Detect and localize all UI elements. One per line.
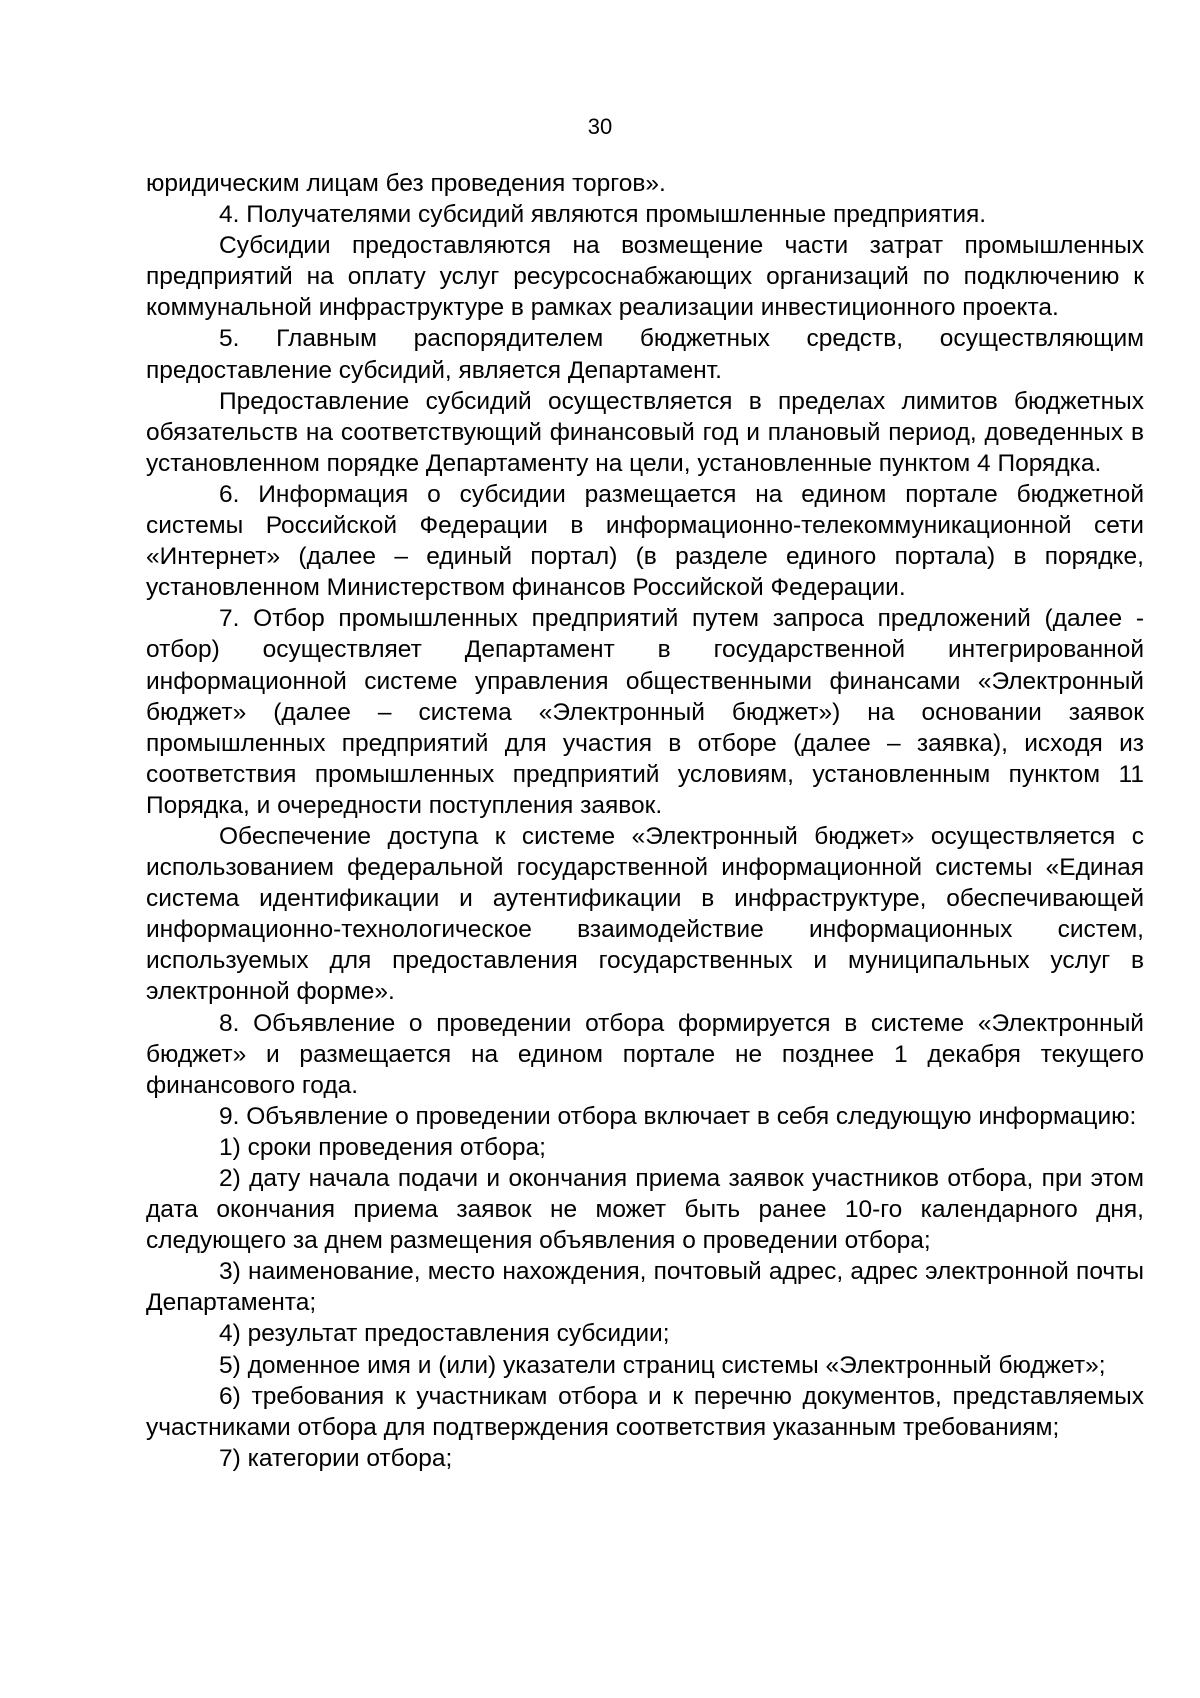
list-item: 3) наименование, место нахождения, почтовый адрес, адрес электронной почты Департамента; bbox=[146, 1258, 1144, 1317]
list-item: 5) доменное имя и (или) указатели страниц системы «Электронный бюджет»; bbox=[219, 1351, 1106, 1379]
list-item: 7) категории отбора; bbox=[219, 1444, 453, 1472]
paragraph: Обеспечение доступа к системе «Электронный бюджет» осуществляется с использованием федеральной государственной информационной системы «Единая система идентификации и аутентификации в инфраструктуре, обеспечивающей информационно-технологическое взаимодействие информационных систем, используемых для предоставления государственных и муниципальных услуг в электронной форме». bbox=[146, 822, 1144, 1006]
paragraph: 9. Объявление о проведении отбора включает в себя следующую информацию: bbox=[219, 1102, 1137, 1130]
page-number: 30 bbox=[587, 114, 613, 139]
paragraph: Предоставление субсидий осуществляется в пределах лимитов бюджетных обязательств на соответствующий финансовый год и плановый период, доведенных в установленном порядке Департаменту на цели, установленные пунктом 4 Порядка. bbox=[146, 387, 1144, 477]
paragraph: Субсидии предоставляются на возмещение части затрат промышленных предприятий на оплату услуг ресурсоснабжающих организаций по подключению к коммунальной инфраструктуре в рамках реализации инвестиционного проекта. bbox=[146, 232, 1144, 322]
list-item: 2) дату начала подачи и окончания приема заявок участников отбора, при этом дата окончания приема заявок не может быть ранее 10-го календарного дня, следующего за днем размещения объявления о проведении отбора; bbox=[146, 1165, 1144, 1255]
list-item: 6) требования к участникам отбора и к перечню документов, представляемых участниками отбора для подтверждения соответствия указанным требованиям; bbox=[146, 1382, 1144, 1441]
paragraph: юридическим лицам без проведения торгов». bbox=[146, 170, 666, 197]
paragraph: 7. Отбор промышленных предприятий путем запроса предложений (далее - отбор) осуществляет Департамент в государственной интегрированной информационной системе управления общественными финансами «Электронный бюджет» (далее – система «Электронный бюджет») на основании заявок промышленных предприятий для участия в отборе (далее – заявка), исходя из соответствия промышленных предприятий условиям, установленным пунктом 11 Порядка, и очередности поступления заявок. bbox=[146, 605, 1144, 819]
list-item: 1) сроки проведения отбора; bbox=[219, 1133, 546, 1161]
paragraph: 5. Главным распорядителем бюджетных средств, осуществляющим предоставление субсидий, является Департамент. bbox=[146, 325, 1144, 384]
document-body bbox=[146, 168, 1144, 1474]
paragraph: 4. Получателями субсидий являются промышленные предприятия. bbox=[219, 201, 987, 229]
list-item: 4) результат предоставления субсидии; bbox=[219, 1320, 670, 1348]
paragraph: 6. Информация о субсидии размещается на едином портале бюджетной системы Российской Федерации в информационно-телекоммуникационной сети «Интернет» (далее – единый портал) (в разделе единого портала) в порядке, установленном Министерством финансов Российской Федерации. bbox=[146, 480, 1144, 602]
paragraph: 8. Объявление о проведении отбора формируется в системе «Электронный бюджет» и размещается на едином портале не позднее 1 декабря текущего финансового года. bbox=[146, 1009, 1144, 1099]
